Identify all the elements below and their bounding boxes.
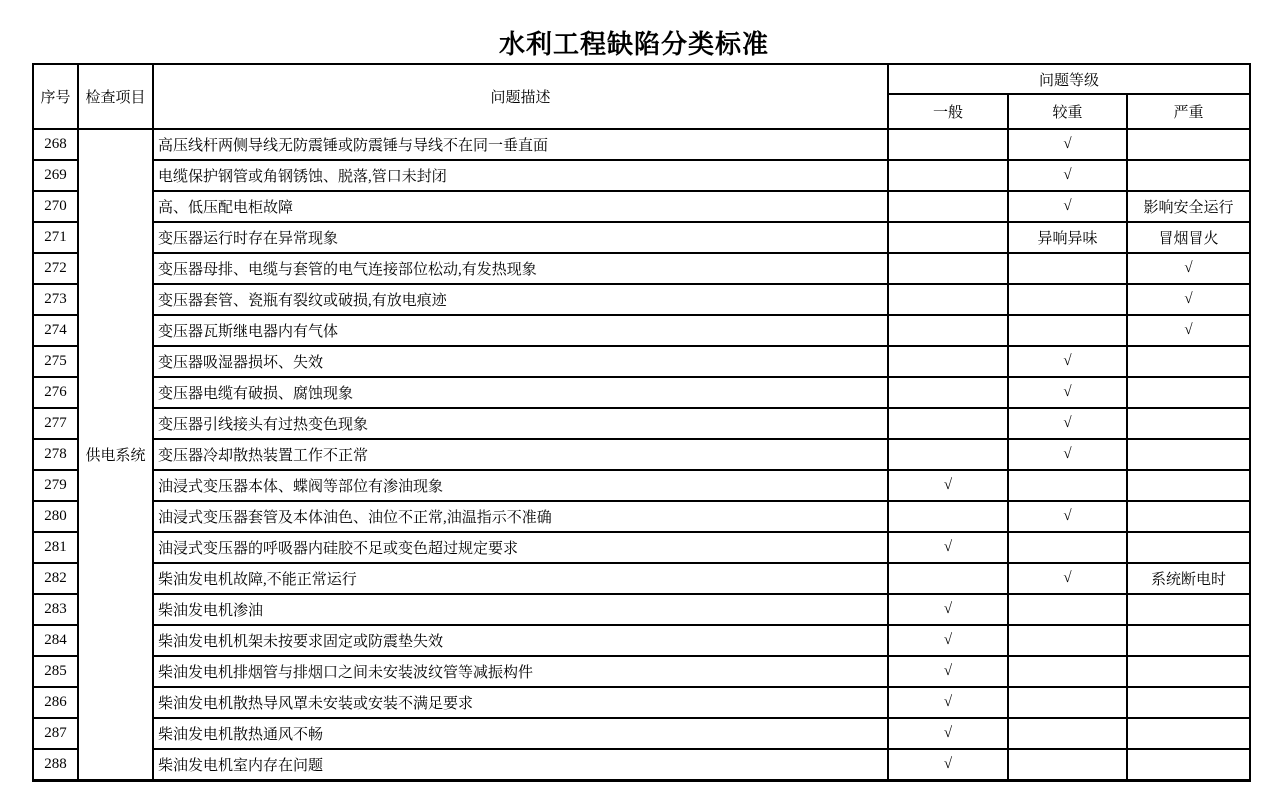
- grade-severe-cell: [1127, 470, 1250, 501]
- row-number-cell: 270: [33, 191, 78, 222]
- grade-severe-cell: [1127, 377, 1250, 408]
- problem-description-cell: 柴油发电机散热通风不畅: [153, 718, 888, 749]
- defect-classification-table: [32, 63, 1251, 782]
- table-row: [33, 532, 1250, 563]
- table-row: [33, 222, 1250, 253]
- row-number-cell: 279: [33, 470, 78, 501]
- page-title: 水利工程缺陷分类标准: [498, 30, 769, 60]
- grade-moderate-cell: [1008, 656, 1127, 687]
- row-number-cell: 283: [33, 594, 78, 625]
- grade-moderate-cell: √: [1008, 501, 1127, 532]
- grade-moderate-cell: [1008, 253, 1127, 284]
- grade-moderate-cell: 异响异味: [1008, 222, 1127, 253]
- header-index: 序号: [33, 64, 78, 129]
- table-row: [33, 656, 1250, 687]
- grade-moderate-cell: [1008, 749, 1127, 780]
- table-row: [33, 160, 1250, 191]
- problem-description-cell: 变压器运行时存在异常现象: [153, 222, 888, 253]
- grade-moderate-cell: √: [1008, 129, 1127, 160]
- problem-description-cell: 变压器母排、电缆与套管的电气连接部位松动,有发热现象: [153, 253, 888, 284]
- grade-severe-cell: √: [1127, 315, 1250, 346]
- grade-moderate-cell: [1008, 718, 1127, 749]
- grade-general-cell: √: [888, 594, 1008, 625]
- header-problem-description: 问题描述: [153, 64, 888, 129]
- inspection-item-cell: 供电系统: [78, 129, 153, 780]
- row-number-cell: 286: [33, 687, 78, 718]
- table-row: [33, 408, 1250, 439]
- grade-general-cell: [888, 346, 1008, 377]
- table-row: [33, 377, 1250, 408]
- table-row: [33, 563, 1250, 594]
- grade-general-cell: [888, 129, 1008, 160]
- problem-description-cell: 变压器冷却散热装置工作不正常: [153, 439, 888, 470]
- table-row: [33, 284, 1250, 315]
- table-row: [33, 315, 1250, 346]
- row-number-cell: 281: [33, 532, 78, 563]
- problem-description-cell: 高、低压配电柜故障: [153, 191, 888, 222]
- grade-severe-cell: [1127, 346, 1250, 377]
- grade-general-cell: √: [888, 470, 1008, 501]
- grade-severe-cell: [1127, 532, 1250, 563]
- row-number-cell: 269: [33, 160, 78, 191]
- grade-general-cell: √: [888, 687, 1008, 718]
- grade-severe-cell: 系统断电时: [1127, 563, 1250, 594]
- grade-severe-cell: [1127, 129, 1250, 160]
- row-number-cell: 287: [33, 718, 78, 749]
- grade-severe-cell: 影响安全运行: [1127, 191, 1250, 222]
- grade-moderate-cell: √: [1008, 439, 1127, 470]
- grade-moderate-cell: √: [1008, 160, 1127, 191]
- problem-description-cell: 柴油发电机排烟管与排烟口之间未安装波纹管等减振构件: [153, 656, 888, 687]
- grade-severe-cell: [1127, 656, 1250, 687]
- problem-description-cell: 柴油发电机散热导风罩未安装或安装不满足要求: [153, 687, 888, 718]
- grade-severe-cell: √: [1127, 253, 1250, 284]
- grade-general-cell: [888, 439, 1008, 470]
- problem-description-cell: 变压器电缆有破损、腐蚀现象: [153, 377, 888, 408]
- grade-severe-cell: [1127, 408, 1250, 439]
- problem-description-cell: 油浸式变压器套管及本体油色、油位不正常,油温指示不准确: [153, 501, 888, 532]
- grade-general-cell: [888, 191, 1008, 222]
- header-grade-general: 一般: [888, 94, 1008, 129]
- problem-description-cell: 柴油发电机室内存在问题: [153, 749, 888, 780]
- header-row-1: [33, 64, 1250, 94]
- row-number-cell: 273: [33, 284, 78, 315]
- grade-severe-cell: √: [1127, 284, 1250, 315]
- grade-moderate-cell: [1008, 625, 1127, 656]
- grade-moderate-cell: [1008, 470, 1127, 501]
- grade-moderate-cell: √: [1008, 377, 1127, 408]
- grade-severe-cell: [1127, 687, 1250, 718]
- header-problem-grade-group: 问题等级: [888, 64, 1250, 94]
- problem-description-cell: 变压器引线接头有过热变色现象: [153, 408, 888, 439]
- header-inspection-item: 检查项目: [78, 64, 153, 129]
- table-row: [33, 625, 1250, 656]
- problem-description-cell: 高压线杆两侧导线无防震锤或防震锤与导线不在同一垂直面: [153, 129, 888, 160]
- problem-description-cell: 变压器吸湿器损坏、失效: [153, 346, 888, 377]
- grade-general-cell: [888, 253, 1008, 284]
- row-number-cell: 272: [33, 253, 78, 284]
- table-row: [33, 253, 1250, 284]
- grade-general-cell: √: [888, 749, 1008, 780]
- problem-description-cell: 变压器套管、瓷瓶有裂纹或破损,有放电痕迹: [153, 284, 888, 315]
- grade-severe-cell: [1127, 749, 1250, 780]
- problem-description-cell: 油浸式变压器本体、蝶阀等部位有渗油现象: [153, 470, 888, 501]
- row-number-cell: 268: [33, 129, 78, 160]
- grade-general-cell: [888, 160, 1008, 191]
- problem-description-cell: 柴油发电机机架未按要求固定或防震垫失效: [153, 625, 888, 656]
- row-number-cell: 277: [33, 408, 78, 439]
- table-header: [33, 64, 1250, 129]
- grade-severe-cell: [1127, 501, 1250, 532]
- header-grade-severe: 严重: [1127, 94, 1250, 129]
- grade-moderate-cell: √: [1008, 563, 1127, 594]
- grade-severe-cell: [1127, 718, 1250, 749]
- grade-general-cell: [888, 284, 1008, 315]
- row-number-cell: 274: [33, 315, 78, 346]
- problem-description-cell: 油浸式变压器的呼吸器内硅胶不足或变色超过规定要求: [153, 532, 888, 563]
- grade-severe-cell: [1127, 160, 1250, 191]
- grade-severe-cell: [1127, 439, 1250, 470]
- problem-description-cell: 柴油发电机渗油: [153, 594, 888, 625]
- row-number-cell: 284: [33, 625, 78, 656]
- grade-moderate-cell: [1008, 594, 1127, 625]
- grade-moderate-cell: [1008, 284, 1127, 315]
- table-row: [33, 470, 1250, 501]
- row-number-cell: 285: [33, 656, 78, 687]
- row-number-cell: 278: [33, 439, 78, 470]
- grade-severe-cell: [1127, 594, 1250, 625]
- problem-description-cell: 变压器瓦斯继电器内有气体: [153, 315, 888, 346]
- grade-general-cell: [888, 563, 1008, 594]
- grade-moderate-cell: [1008, 315, 1127, 346]
- row-number-cell: 280: [33, 501, 78, 532]
- grade-moderate-cell: √: [1008, 408, 1127, 439]
- grade-general-cell: [888, 408, 1008, 439]
- grade-general-cell: √: [888, 718, 1008, 749]
- grade-moderate-cell: √: [1008, 191, 1127, 222]
- table-row: [33, 346, 1250, 377]
- grade-moderate-cell: [1008, 687, 1127, 718]
- header-grade-moderate: 较重: [1008, 94, 1127, 129]
- table-row: [33, 749, 1250, 780]
- grade-general-cell: √: [888, 625, 1008, 656]
- table-row: [33, 687, 1250, 718]
- grade-general-cell: [888, 501, 1008, 532]
- row-number-cell: 282: [33, 563, 78, 594]
- row-number-cell: 288: [33, 749, 78, 780]
- grade-general-cell: [888, 315, 1008, 346]
- grade-general-cell: [888, 222, 1008, 253]
- row-number-cell: 275: [33, 346, 78, 377]
- table-row: [33, 191, 1250, 222]
- grade-general-cell: [888, 377, 1008, 408]
- grade-general-cell: √: [888, 532, 1008, 563]
- problem-description-cell: 柴油发电机故障,不能正常运行: [153, 563, 888, 594]
- table-row: [33, 129, 1250, 160]
- grade-severe-cell: 冒烟冒火: [1127, 222, 1250, 253]
- table-row: [33, 718, 1250, 749]
- grade-general-cell: √: [888, 656, 1008, 687]
- table-row: [33, 594, 1250, 625]
- table-row: [33, 501, 1250, 532]
- row-number-cell: 271: [33, 222, 78, 253]
- problem-description-cell: 电缆保护钢管或角钢锈蚀、脱落,管口未封闭: [153, 160, 888, 191]
- grade-severe-cell: [1127, 625, 1250, 656]
- grade-moderate-cell: √: [1008, 346, 1127, 377]
- table-body: [33, 129, 1250, 780]
- row-number-cell: 276: [33, 377, 78, 408]
- grade-moderate-cell: [1008, 532, 1127, 563]
- table-row: [33, 439, 1250, 470]
